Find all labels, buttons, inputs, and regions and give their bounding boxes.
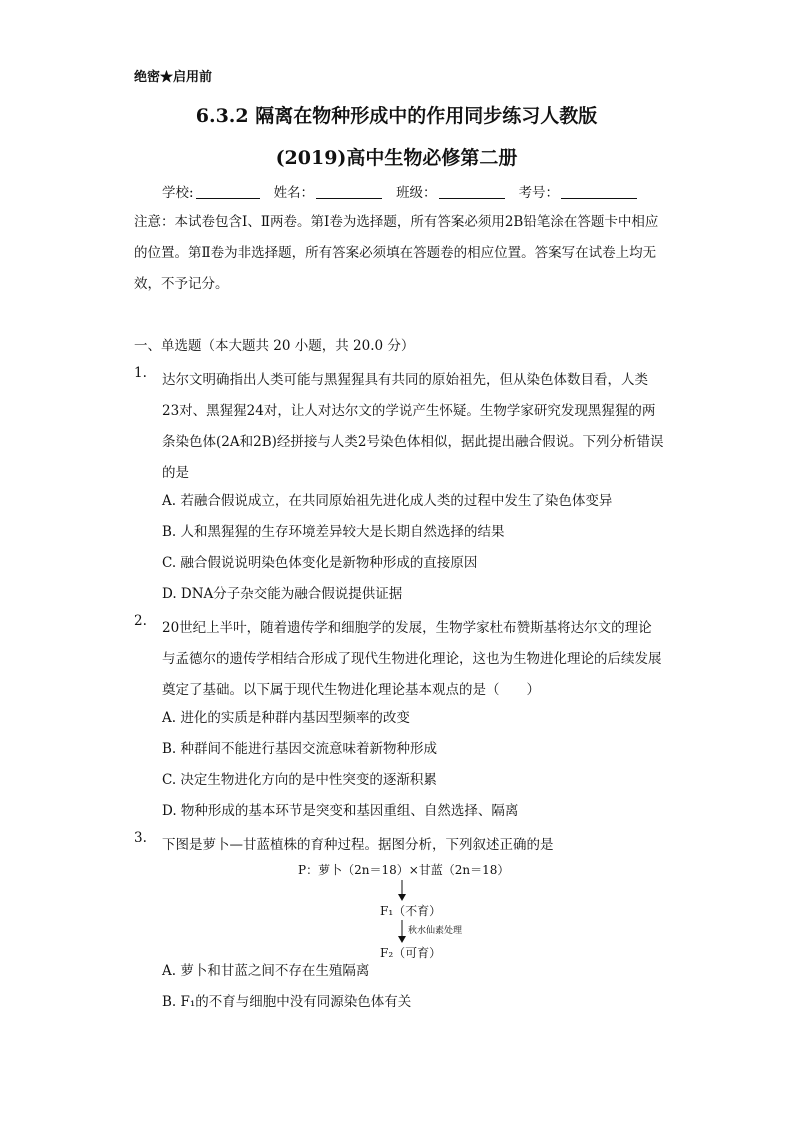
- option-d[interactable]: D. DNA分子杂交能为融合假说提供证据: [162, 586, 403, 602]
- diagram-f2: F₂（可育）: [380, 946, 442, 960]
- question-stem: 达尔文明确指出人类可能与黑猩猩具有共同的原始祖先，但从染色体数目看，人类23对、黑猩猩24对，让人对达尔文的学说产生怀疑。生物学家研究发现黑猩猩的两条染色体(2A和2B)经拼接与人类2号染色体相似，据此提出融合假说。下列分析错误的是: [162, 372, 664, 481]
- question-stem: 下图是萝卜—甘蓝植株的育种过程。据图分析，下列叙述正确的是: [162, 837, 554, 853]
- breeding-diagram: [290, 858, 510, 966]
- diagram-p-line: P：萝卜（2n＝18）×甘蓝（2n＝18）: [298, 863, 510, 877]
- option-a[interactable]: A. 进化的实质是种群内基因型频率的改变: [162, 710, 410, 726]
- school-field[interactable]: [196, 184, 260, 199]
- class-field[interactable]: [439, 184, 505, 199]
- exam-number-field[interactable]: [561, 184, 637, 199]
- diagram-treatment: 秋水仙素处理: [408, 926, 463, 936]
- option-b[interactable]: B. 人和黑猩猩的生存环境差异较大是长期自然选择的结果: [162, 524, 505, 540]
- confidential-label: 绝密★启用前: [134, 70, 213, 85]
- option-c[interactable]: C. 融合假说说明染色体变化是新物种形成的直接原因: [162, 555, 478, 571]
- diagram-f1: F₁（不育）: [380, 904, 442, 918]
- option-b[interactable]: B. 种群间不能进行基因交流意味着新物种形成: [162, 741, 438, 757]
- question-number: 2.: [134, 613, 147, 629]
- exam-notice: 注意：本试卷包含Ⅰ、Ⅱ两卷。第Ⅰ卷为选择题，所有答案必须用2B铅笔涂在答题卡中相应的位置。第Ⅱ卷为非选择题，所有答案必须填在答题卷的相应位置。答案写在试卷上均无效，不予记分。: [134, 214, 659, 292]
- exam-number-label: 考号：: [518, 185, 560, 201]
- option-b[interactable]: B. F₁的不育与细胞中没有同源染色体有关: [162, 994, 412, 1010]
- class-label: 班级：: [396, 185, 437, 201]
- arrow-down-icon: [398, 936, 406, 943]
- question-number: 1.: [134, 365, 147, 381]
- option-d[interactable]: D. 物种形成的基本环节是突变和基因重组、自然选择、隔离: [162, 803, 519, 819]
- name-field[interactable]: [316, 184, 382, 199]
- name-label: 姓名：: [273, 185, 315, 201]
- option-a[interactable]: A. 萝卜和甘蓝之间不存在生殖隔离: [162, 963, 370, 979]
- arrow-down-icon: [398, 894, 406, 901]
- student-info-row: [162, 181, 651, 201]
- option-a[interactable]: A. 若融合假说成立，在共同原始祖先进化成人类的过程中发生了染色体变异: [162, 493, 613, 509]
- section-heading: 一、单选题（本大题共 20 小题，共 20.0 分）: [134, 338, 415, 354]
- option-c[interactable]: C. 决定生物进化方向的是中性突变的逐渐积累: [162, 772, 437, 788]
- question-stem: 20世纪上半叶，随着遗传学和细胞学的发展，生物学家杜布赞斯基将达尔文的理论与孟德尔的遗传学相结合形成了现代生物进化理论，这也为生物进化理论的后续发展奠定了基础。以下属于现代生物进化理论基本观点的是（ ）: [162, 620, 662, 698]
- page-title-line2: (2019)高中生物必修第二册: [275, 147, 518, 169]
- page-title-line1: 6.3.2 隔离在物种形成中的作用同步练习人教版: [195, 105, 598, 127]
- question-number: 3.: [134, 830, 147, 846]
- school-label: 学校:: [162, 185, 194, 201]
